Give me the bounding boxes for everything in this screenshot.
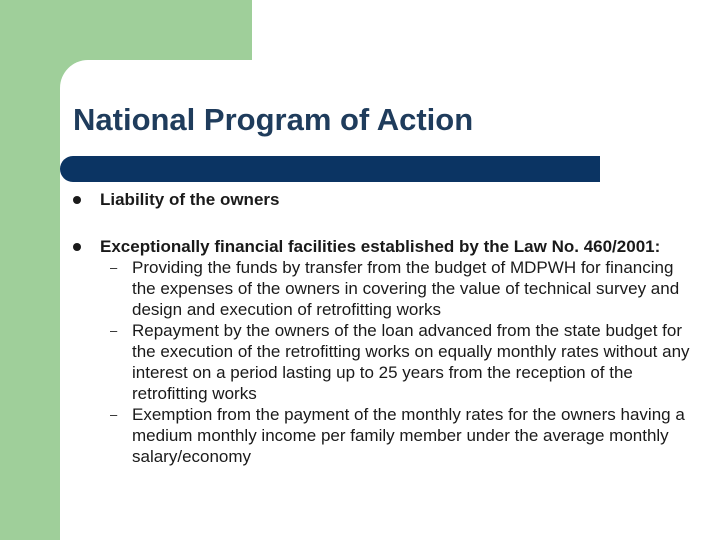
sub-bullet-item: [73, 257, 693, 320]
dash-icon: –: [110, 323, 118, 338]
title-underline-bar: [60, 156, 600, 182]
sub-bullet-item: [73, 404, 693, 467]
bullet-text: Liability of the owners: [100, 190, 280, 209]
sub-bullet-item: [73, 320, 693, 404]
sub-bullet-text: Repayment by the owners of the loan advanced from the state budget for the execution of the retrofitting works on equally monthly rates without any interest on a period lasting up to 25 years from the reception of the retrofitting works: [132, 321, 690, 403]
bullet-item: [73, 189, 693, 210]
slide-content: [73, 188, 693, 467]
bullet-item: [73, 236, 693, 257]
sub-bullet-text: Exemption from the payment of the monthly rates for the owners having a medium monthly income per family member under the average monthly salary/economy: [132, 405, 685, 466]
sub-bullet-text: Providing the funds by transfer from the budget of MDPWH for financing the expenses of the owners in covering the value of technical survey and design and execution of retrofitting works: [132, 258, 680, 319]
dash-icon: –: [110, 407, 118, 422]
slide-title: National Program of Action: [73, 102, 474, 137]
bullet-icon: [73, 196, 81, 204]
bullet-icon: [73, 243, 81, 251]
bullet-text: Exceptionally financial facilities established by the Law No. 460/2001:: [100, 237, 661, 256]
dash-icon: –: [110, 260, 118, 275]
